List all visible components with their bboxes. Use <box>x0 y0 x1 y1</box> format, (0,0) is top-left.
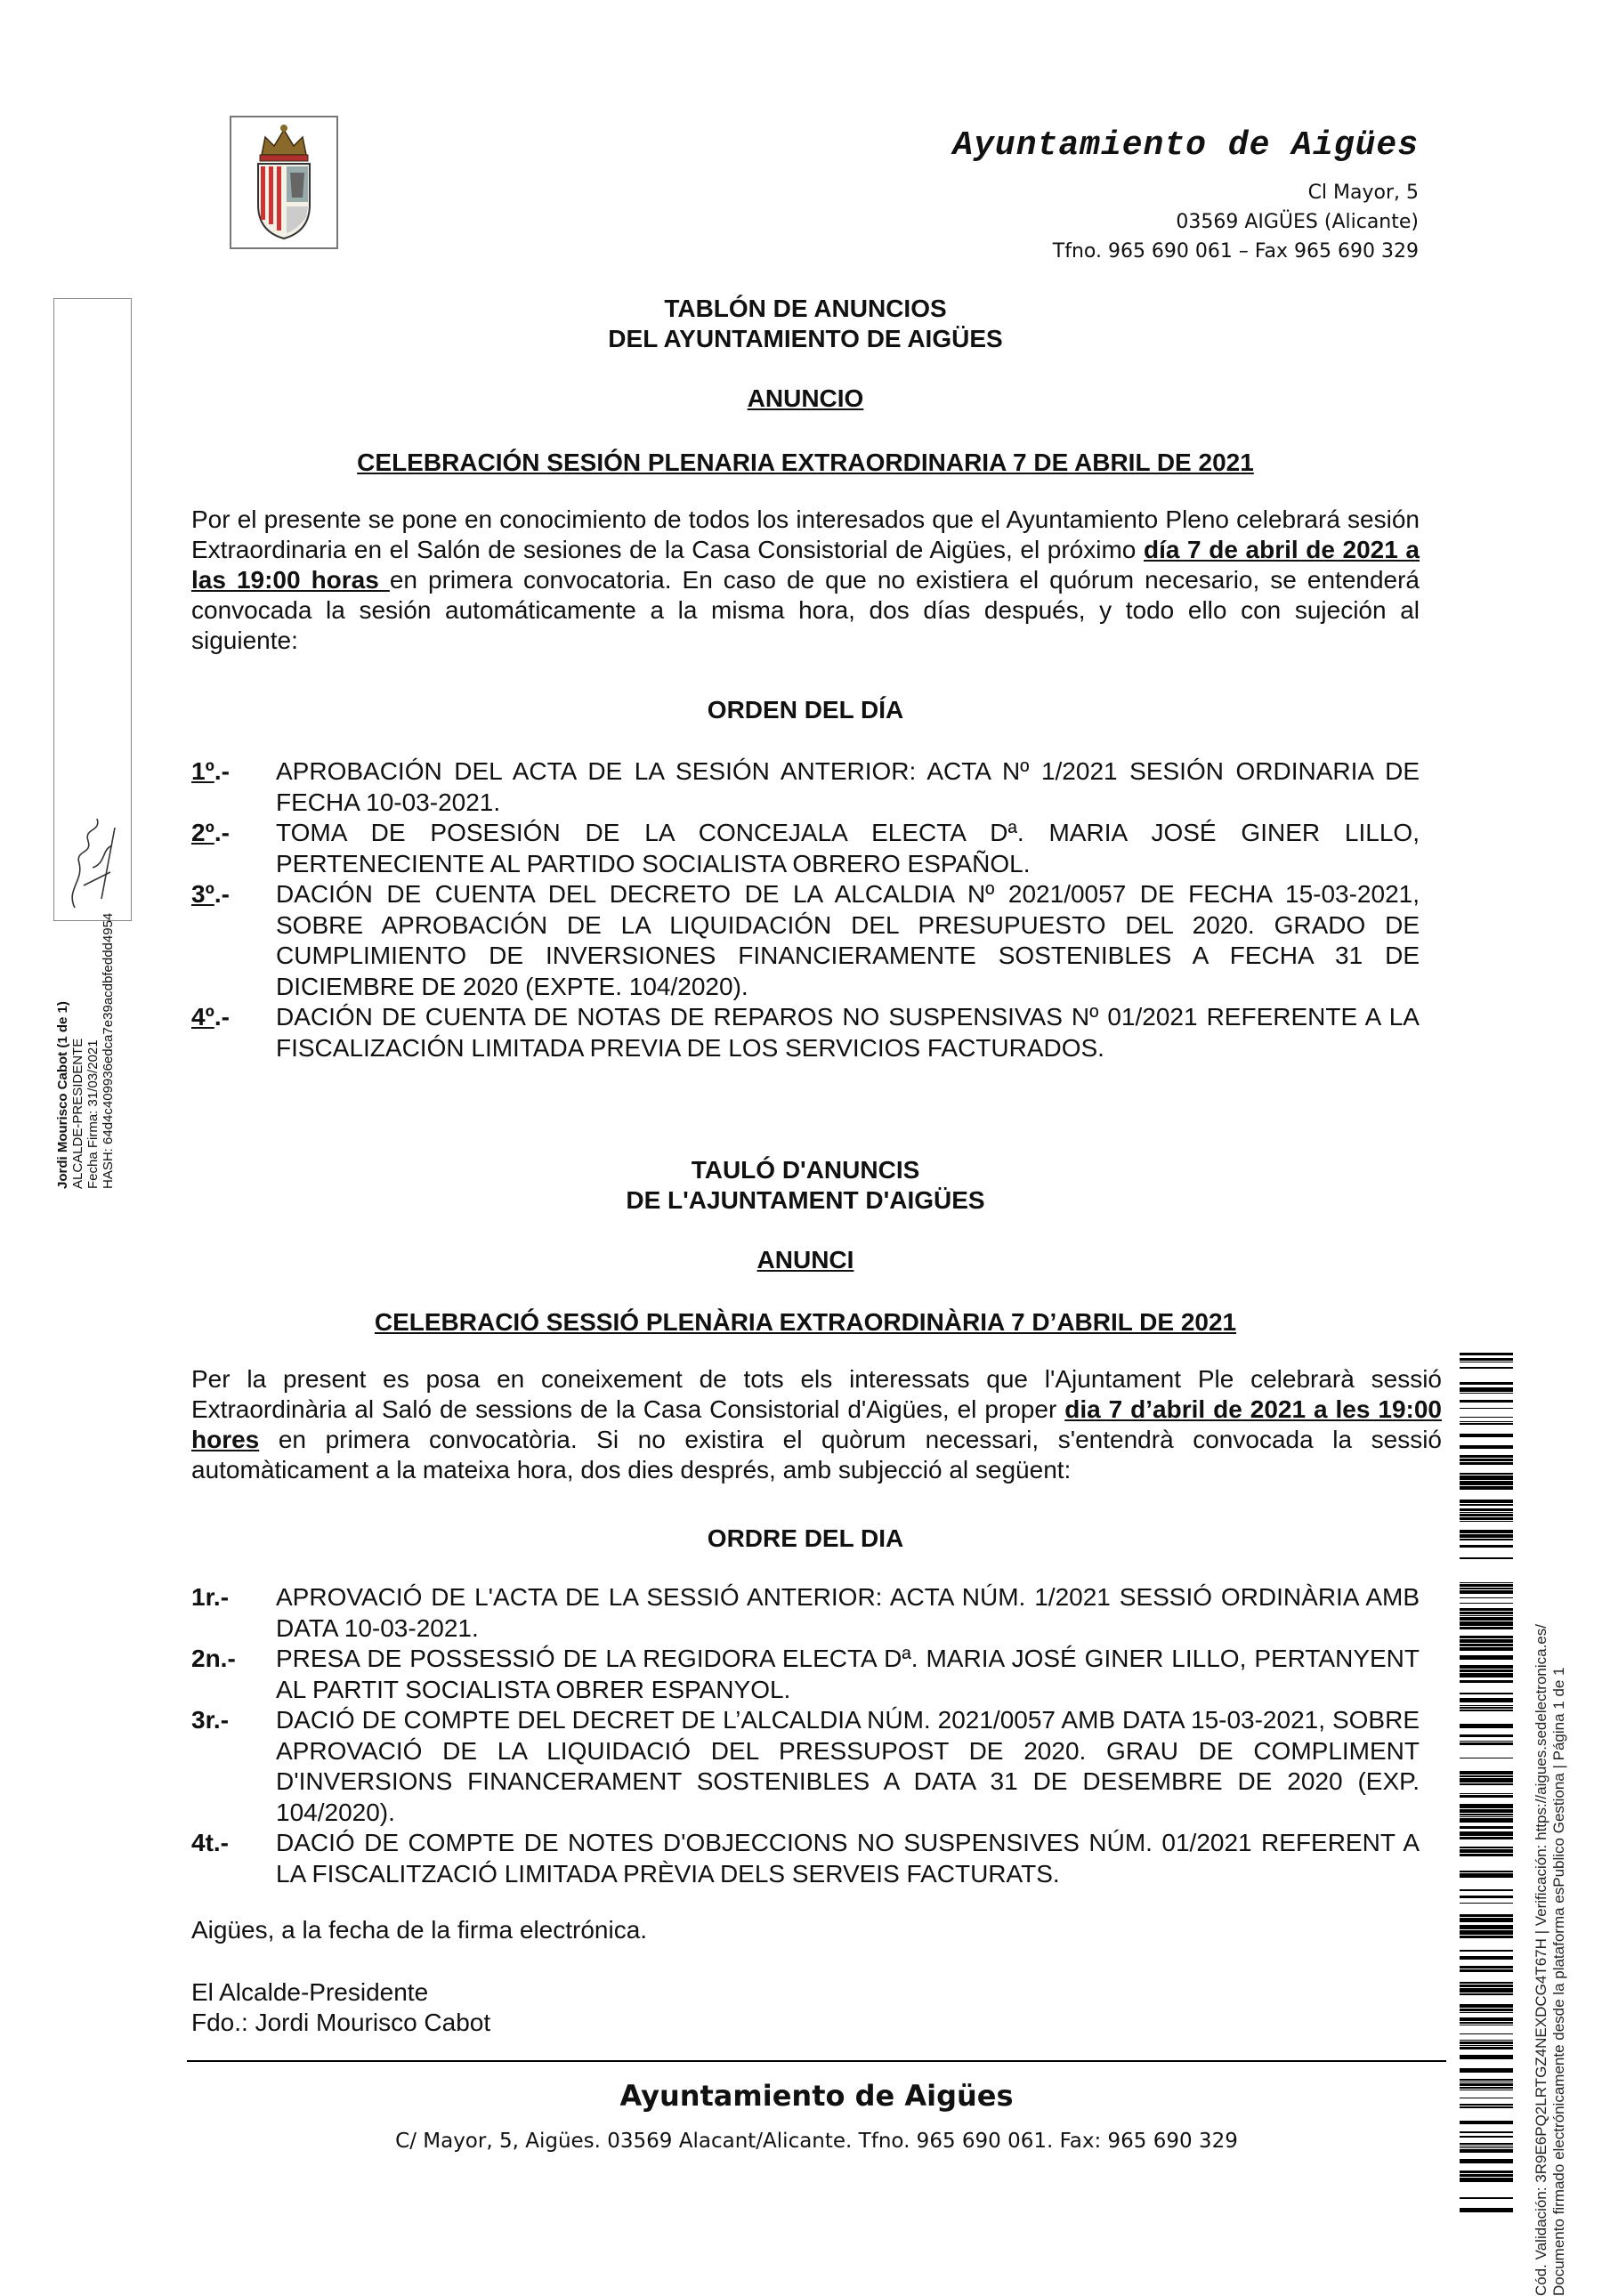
notice-heading-es <box>191 384 1420 413</box>
board-title-es-line2: DEL AYUNTAMIENTO DE AIGÜES <box>608 325 1003 352</box>
intro-va-date: dia 7 d’abril de 2021 a les 19:00 hores <box>191 1395 1442 1453</box>
agenda-item <box>191 1705 1420 1828</box>
agenda-list-va <box>191 1582 1420 1889</box>
agenda-item-ordinal: 2º <box>191 819 214 846</box>
subject-heading-va <box>191 1308 1420 1337</box>
notice-label-es: ANUNCIO <box>747 384 864 412</box>
agenda-title-es: ORDEN DEL DÍA <box>707 696 904 724</box>
validation-text <box>1533 1406 1568 2296</box>
intro-es-date: día 7 de abril de 2021 a las 19:00 horas <box>191 536 1420 594</box>
footer-divider <box>187 2060 1446 2062</box>
agenda-item-number <box>191 1705 276 1828</box>
board-title-es-line1: TABLÓN DE ANUNCIOS <box>664 295 947 322</box>
agenda-item-ordinal: 3r.- <box>191 1706 230 1734</box>
agenda-item-ordinal: 4º <box>191 1003 214 1031</box>
agenda-item-ordinal: 2n.- <box>191 1645 236 1672</box>
agenda-item-separator: .- <box>214 1003 230 1031</box>
agenda-item-text: DACIÓN DE CUENTA DEL DECRETO DE LA ALCALDIA Nº 2021/0057 DE FECHA 15-03-2021, SOBRE APROBACIÓN DE LA LIQUIDACIÓN DEL PRESUPUESTO DEL 2020. GRADO DE CUMPLIMIENTO DE INVERSIONES FINANCIERAMENTE SOSTENIBLES A FECHA 31 DE DICIEMBRE DE 2020 (EXPTE. 104/2020). <box>276 880 1420 1000</box>
agenda-item <box>191 1002 1420 1063</box>
intro-es-part-a: Por el presente se pone en conocimiento de todos los interesados que el Ayuntamiento Pleno celebrará sesión Extraordinaria en el Salón de sesiones de la Casa Consistorial de Aigües, el próximo <box>191 505 1420 563</box>
header-address <box>1053 178 1419 266</box>
agenda-item <box>191 879 1420 1002</box>
notice-label-va: ANUNCI <box>756 1246 854 1273</box>
subject-label-es: CELEBRACIÓN SESIÓN PLENARIA EXTRAORDINARIA 7 DE ABRIL DE 2021 <box>357 449 1254 476</box>
agenda-list-es <box>191 756 1420 1063</box>
agenda-item-text: DACIÓ DE COMPTE DE NOTES D'OBJECCIONS NO SUSPENSIVES NÚM. 01/2021 REFERENT A LA FISCALITZACIÓ LIMITADA PRÈVIA DELS SERVEIS FACTURATS. <box>276 1829 1420 1888</box>
agenda-item <box>191 756 1420 818</box>
agenda-item-ordinal: 1r.- <box>191 1583 230 1611</box>
signer-role: ALCALDE-PRESIDENTE <box>70 1038 85 1189</box>
board-title-va <box>191 1155 1420 1216</box>
address-street: Cl Mayor, 5 <box>1307 182 1419 204</box>
agenda-item-ordinal: 1º <box>191 757 214 785</box>
agenda-item-separator: .- <box>214 819 230 846</box>
agenda-item-number <box>191 1828 276 1889</box>
intro-va-part-b: en primera convocatòria. Si no existira el quòrum necessari, s'entendrà convocada la sessió automàticament a la mateixa hora, dos dies després, amb subjecció al següent: <box>191 1426 1442 1484</box>
address-city: 03569 AIGÜES (Alicante) <box>1176 211 1419 233</box>
intro-es-part-b: en primera convocatoria. En caso de que no existiera el quórum necesario, se entenderá convocada la sesión automáticamente a la misma hora, dos días después, y todo ello con sujeción al siguiente: <box>191 566 1420 654</box>
agenda-title-va: ORDRE DEL DIA <box>707 1524 904 1552</box>
agenda-item-number <box>191 818 276 879</box>
validation-barcode-icon <box>1460 1353 1513 2216</box>
subject-label-va: CELEBRACIÓ SESSIÓ PLENÀRIA EXTRAORDINÀRIA 7 D’ABRIL DE 2021 <box>374 1308 1237 1336</box>
agenda-item-text: APROVACIÓ DE L'ACTA DE LA SESSIÓ ANTERIOR: ACTA NÚM. 1/2021 SESSIÓ ORDINÀRIA AMB DATA 10-03-2021. <box>276 1583 1420 1642</box>
agenda-item-text: DACIÓ DE COMPTE DEL DECRET DE L’ALCALDIA NÚM. 2021/0057 AMB DATA 15-03-2021, SOBRE APROVACIÓ DE LA LIQUIDACIÓ DEL PRESSUPOST DE 2020. GRAU DE COMPLIMENT D'INVERSIONS FINANCERAMENT SOSTENIBLES A DATA 31 DE DESEMBRE DE 2020 (EXP. 104/2020). <box>276 1706 1420 1826</box>
validation-platform: Documento firmado electrónicamente desde la plataforma esPublico Gestiona | Página 1 de 1 <box>1550 1667 1567 2296</box>
intro-paragraph-es <box>191 505 1420 656</box>
handwritten-signature-icon <box>57 801 128 917</box>
footer-org-name: Ayuntamiento de Aigües <box>619 2079 1014 2113</box>
subject-heading-es <box>191 449 1420 477</box>
header-org-name: Ayuntamiento de Aigües <box>952 126 1419 165</box>
agenda-item-number <box>191 756 276 818</box>
agenda-item-text: DACIÓN DE CUENTA DE NOTAS DE REPAROS NO SUSPENSIVAS Nº 01/2021 REFERENTE A LA FISCALIZACIÓN LIMITADA PREVIA DE LOS SERVICIOS FACTURADOS. <box>276 1003 1420 1062</box>
agenda-item-separator: .- <box>214 880 230 908</box>
agenda-item-number <box>191 1644 276 1705</box>
intro-va-part-a: Per la present es posa en coneixement de tots els interessats que l'Ajuntament Ple celebrarà sessió Extraordinària al Saló de sessions de la Casa Consistorial d'Aigües, el proper <box>191 1365 1442 1423</box>
signature-date: Fecha Firma: 31/03/2021 <box>85 1039 101 1189</box>
agenda-item-separator: .- <box>214 757 230 785</box>
agenda-item <box>191 1582 1420 1644</box>
notice-heading-va <box>191 1246 1420 1274</box>
closing-signature <box>191 1977 490 2038</box>
board-title-va-line2: DE L'AJUNTAMENT D'AIGÜES <box>626 1186 985 1214</box>
agenda-item-number <box>191 1582 276 1644</box>
address-phone-fax: Tfno. 965 690 061 – Fax 965 690 329 <box>1052 240 1419 263</box>
agenda-item <box>191 1644 1420 1705</box>
closing-place-date: Aigües, a la fecha de la firma electrónica. <box>191 1916 648 1944</box>
agenda-item-text: PRESA DE POSSESSIÓ DE LA REGIDORA ELECTA Dª. MARIA JOSÉ GINER LILLO, PERTANYENT AL PARTIT SOCIALISTA OBRER ESPANYOL. <box>276 1645 1420 1703</box>
signature-hash: HASH: 64d4c409936edca7e39acdbfeddd4954 <box>101 912 116 1189</box>
coat-of-arms-logo <box>230 116 338 249</box>
agenda-item <box>191 818 1420 879</box>
closing-role: El Alcalde-Presidente <box>191 1978 429 2006</box>
board-title-va-line1: TAULÓ D'ANUNCIS <box>691 1156 920 1184</box>
agenda-item-ordinal: 4t.- <box>191 1829 229 1856</box>
agenda-item-text: TOMA DE POSESIÓN DE LA CONCEJALA ELECTA Dª. MARIA JOSÉ GINER LILLO, PERTENECIENTE AL PARTIDO SOCIALISTA OBRERO ESPAÑOL. <box>276 819 1420 877</box>
validation-code: Cód. Validación: 3R9E6PQ2LRTGZ4NEXDCG4T67H | Verificación: https://aigues.sedelectronica.es/ <box>1533 1624 1549 2296</box>
footer-address: C/ Mayor, 5, Aigües. 03569 Alacant/Alicante. Tfno. 965 690 061. Fax: 965 690 329 <box>395 2130 1238 2153</box>
intro-paragraph-va <box>191 1364 1442 1485</box>
signer-name: Jordi Mourisco Cabot (1 de 1) <box>55 1001 70 1189</box>
agenda-item-ordinal: 3º <box>191 880 214 908</box>
agenda-item <box>191 1828 1420 1889</box>
agenda-item-number <box>191 879 276 1002</box>
agenda-item-text: APROBACIÓN DEL ACTA DE LA SESIÓN ANTERIOR: ACTA Nº 1/2021 SESIÓN ORDINARIA DE FECHA 10-03-2021. <box>276 757 1420 816</box>
agenda-item-number <box>191 1002 276 1063</box>
closing-signed: Fdo.: Jordi Mourisco Cabot <box>191 2009 491 2036</box>
board-title-es <box>191 294 1420 354</box>
